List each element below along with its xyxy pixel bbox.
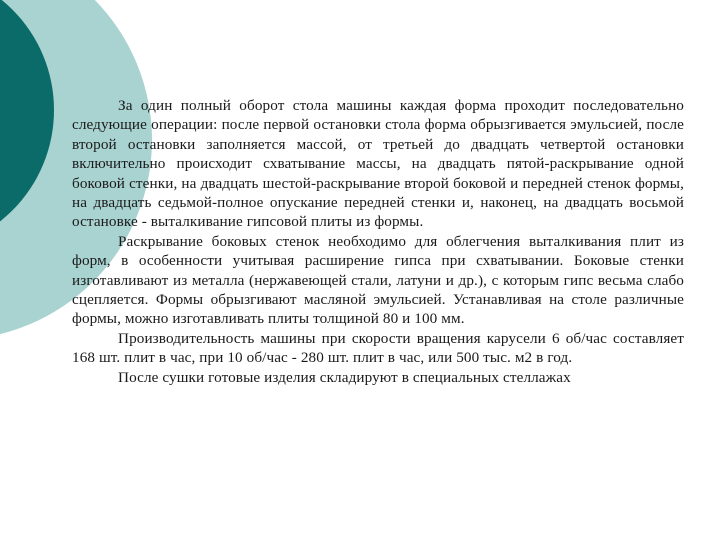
paragraph-2: Раскрывание боковых стенок необходимо для облегчения выталкивания плит из форм, в особенности учитывая расширение гипса при схватывании. Боковые стенки изготавливают из металла (нержавеющей стали, латуни и др.), с которым гипс весьма слабо сцепляется. Формы обрызгивают масляной эмульсией. Устанавливая на столе различные формы, можно изготавливать плиты толщиной 80 и 100 мм. [72, 232, 684, 328]
paragraph-4: После сушки готовые изделия складируют в специальных стеллажах [118, 368, 571, 386]
paragraph-1: За один полный оборот стола машины каждая форма проходит последовательно следующие операции: после первой остановки стола форма обрызгивается эмульсией, после второй остановки заполняется массой, от третьей до двадцать четвертой остановки включительно происходит схватывание массы, на двадцать пятой-раскрывание одной боковой стенки, на двадцать шестой-раскрывание второй боковой и передней стенок формы, на двадцать седьмой-полное опускание передней стенки и, наконец, на двадцать восьмой остановке - выталкивание гипсовой плиты из формы. [72, 97, 684, 231]
document-text [72, 96, 684, 387]
paragraph-3: Производительность машины при скорости вращения карусели 6 об/час составляет 168 шт. плит в час, при 10 об/час - 280 шт. плит в час, или 500 тыс. м2 в год. [72, 329, 684, 367]
